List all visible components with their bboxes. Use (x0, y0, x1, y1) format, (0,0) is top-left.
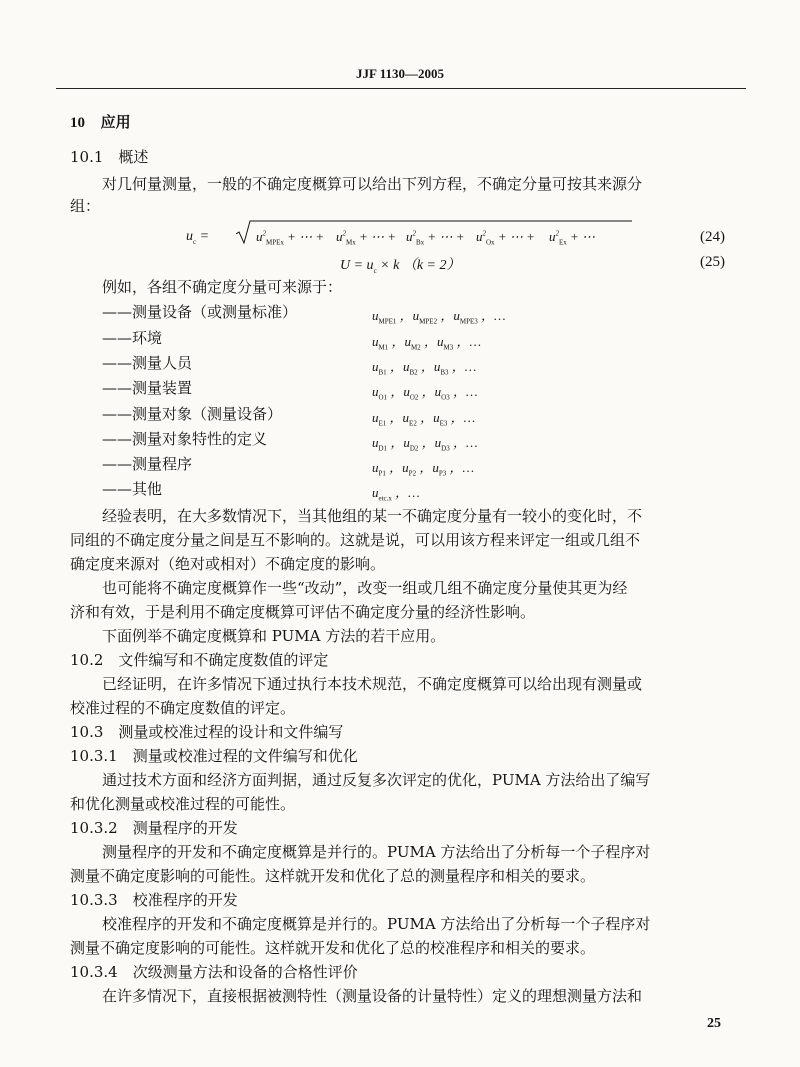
page-number: 25 (707, 1016, 721, 1031)
list-item: ——环境 (102, 329, 163, 347)
paragraph-line: 组： (70, 197, 101, 215)
paragraph-line: 对几何量测量，一般的不确定度概算可以给出下列方程，不确定分量可按其来源分 (102, 175, 643, 193)
paragraph-line: 和优化测量或校准过程的可能性。 (70, 795, 296, 813)
section-10-3-heading: 10.3 测量或校准过程的设计和文件编写 (70, 723, 344, 741)
paragraph-line: 测量不确定度影响的可能性。这样就开发和优化了总的测量程序和相关的要求。 (70, 867, 596, 885)
list-item-symbols: $u_{D1}$ ，$u_{D2}$ ，$u_{D3}$ ，… (372, 435, 478, 453)
equation-number: (24) (700, 229, 725, 245)
list-item: ——测量对象特性的定义 (102, 430, 268, 448)
list-item-symbols: $u_{etc.x}$ ，… (372, 485, 420, 503)
list-item-symbols: $u_{M1}$ ，$u_{M2}$ ，$u_{M3}$ ，… (372, 334, 482, 352)
paragraph-line: 下面例举不确定度概算和 PUMA 方法的若干应用。 (102, 627, 446, 645)
paragraph-line: 测量程序的开发和不确定度概算是并行的。PUMA 方法给出了分析每一个子程序对 (102, 843, 651, 861)
list-item: ——测量程序 (102, 455, 193, 473)
paragraph-line: 确定度来源对（绝对或相对）不确定度的影响。 (70, 555, 386, 573)
list-item-symbols: $u_{O1}$ ，$u_{O2}$ ，$u_{O3}$ ，… (372, 384, 478, 402)
list-item: ——其他 (102, 480, 163, 498)
paragraph-line: 济和有效，于是利用不确定度概算可评估不确定度分量的经济性影响。 (70, 603, 536, 621)
section-10-3-1-heading: 10.3.1 测量或校准过程的文件编写和优化 (70, 747, 358, 765)
paragraph-line: 通过技术方面和经济方面判据，通过反复多次评定的优化，PUMA 方法给出了编写 (102, 771, 651, 789)
list-item-symbols: $u_{P1}$ ，$u_{P2}$ ，$u_{P3}$ ，… (372, 460, 475, 478)
list-item-symbols: $u_{E1}$ ，$u_{E2}$ ，$u_{E3}$ ，… (372, 410, 476, 428)
paragraph-line: 同组的不确定度分量之间是互不影响的。这就是说，可以用该方程来评定一组或几组不 (70, 531, 641, 549)
list-item: ——测量设备（或测量标准） (102, 303, 298, 321)
paragraph-line: 例如，各组不确定度分量可来源于： (102, 278, 343, 296)
list-item: ——测量人员 (102, 354, 193, 372)
running-header: JJF 1130—2005 (356, 66, 444, 81)
paragraph-line: 也可能将不确定度概算作一些“改动”，改变一组或几组不确定度分量使其更为经 (102, 579, 628, 597)
list-item-symbols: $u_{B1}$ ，$u_{B2}$ ，$u_{B3}$ ，… (372, 359, 477, 377)
section-10-heading: 10 应用 (70, 113, 131, 131)
section-10-3-3-heading: 10.3.3 校准程序的开发 (70, 891, 238, 909)
equation-number: (25) (700, 254, 725, 270)
paragraph-line: 测量不确定度影响的可能性。这样就开发和优化了总的校准程序和相关的要求。 (70, 939, 596, 957)
paragraph-line: 校准程序的开发和不确定度概算是并行的。PUMA 方法给出了分析每一个子程序对 (102, 915, 651, 933)
paragraph-line: 经验表明，在大多数情况下，当其他组的某一不确定度分量有一较小的变化时，不 (102, 507, 643, 525)
section-10-1-heading: 10.1 概述 (70, 148, 149, 166)
header-rule (56, 88, 746, 89)
equation-lhs: $u_c$ = (186, 229, 210, 246)
list-item: ——测量装置 (102, 379, 193, 397)
section-10-3-4-heading: 10.3.4 次级测量方法和设备的合格性评价 (70, 963, 358, 981)
paragraph-line: 校准过程的不确定度数值的评定。 (70, 699, 296, 717)
section-10-3-2-heading: 10.3.2 测量程序的开发 (70, 819, 238, 837)
list-item: ——测量对象（测量设备） (102, 405, 283, 423)
list-item-symbols: $u_{MPE1}$ ，$u_{MPE2}$ ，$u_{MPE3}$ ，… (372, 308, 506, 326)
paragraph-line: 在许多情况下，直接根据被测特性（测量设备的计量特性）定义的理想测量方法和 (102, 987, 643, 1005)
paragraph-line: 已经证明，在许多情况下通过执行本技术规范，不确定度概算可以给出现有测量或 (102, 675, 643, 693)
section-10-2-heading: 10.2 文件编写和不确定度数值的评定 (70, 651, 329, 669)
document-page: JJF 1130—2005 10 应用 10.1 概述 对几何量测量，一般的不确定度概算可以给出下列方程，不确定分量可按其来源分 组： $u_c$ = $u^2_{MPEx}$ + ⋯ + $u^2_{Mx}$ + ⋯ + $u^2_{Bx}$ + ⋯ + $u^2_{Ox}$ + ⋯ + $u^2_{Ex}$ + ⋯ (24) $U = u_c \times k$ （k = 2） (25) 例如，各组不确定度分量可来源于： ——测量设备（或测量标准） $u_{MPE1}$ ，$u_{MPE2}$ ，$u_{MPE3}$ ，… ——环境 $u_{M1}$ ，$u_{M2}$ ，$u_{M3}$ ，… ——测量人员 $u_{B1}$ ，$u_{B2}$ ，$u_{B3}$ ，… ——测量装置 $u_{O1}$ ，$u_{O2}$ ，$u_{O3}$ ，… ——测量对象（测量设备） $u_{E1}$ ，$u_{E2}$ ，$u_{E3}$ ，… ——测量对象特性的定义 $u_{D1}$ ，$u_{D2}$ ，$u_{D3}$ ，… ——测量程序 $u_{P1}$ ，$u_{P2}$ ，$u_{P3}$ ，… ——其他 $u_{etc.x}$ ，… 经验表明，在大多数情况下，当其他组的某一不确定度分量有一较小的变化时，不 同组的不确定度分量之间是互不影响的。这就是说，可以用该方程来评定一组或几组不 确定度来源对（绝对或相对）不确定度的影响。 也可能将不确定度概算作一些“改动”，改变一组或几组不确定度分量使其更为经 济和有效，于是利用不确定度概算可评估不确定度分量的经济性影响。 下面例举不确定度概算和 PUMA 方法的若干应用。 10.2 文件编写和不确定度数值的评定 已经证明，在许多情况下通过执行本技术规范，不确定度概算可以给出现有测量或 校准过程的不确定度数值的评定。 10.3 测量或校准过程的设计和文件编写 10.3.1 测量或校准过程的文件编写和优化 通过技术方面和经济方面判据，通过反复多次评定的优化，PUMA 方法给出了编写 和优化测量或校准过程的可能性。 10.3.2 测量程序的开发 测量程序的开发和不确定度概算是并行的。PUMA 方法给出了分析每一个子程序对 测量不确定度影响的可能性。这样就开发和优化了总的测量程序和相关的要求。 10.3.3 校准程序的开发 校准程序的开发和不确定度概算是并行的。PUMA 方法给出了分析每一个子程序对 测量不确定度影响的可能性。这样就开发和优化了总的校准程序和相关的要求。 10.3.4 次级测量方法和设备的合格性评价 在许多情况下，直接根据被测特性（测量设备的计量特性）定义的理想测量方法和 25 (0, 0, 800, 1067)
